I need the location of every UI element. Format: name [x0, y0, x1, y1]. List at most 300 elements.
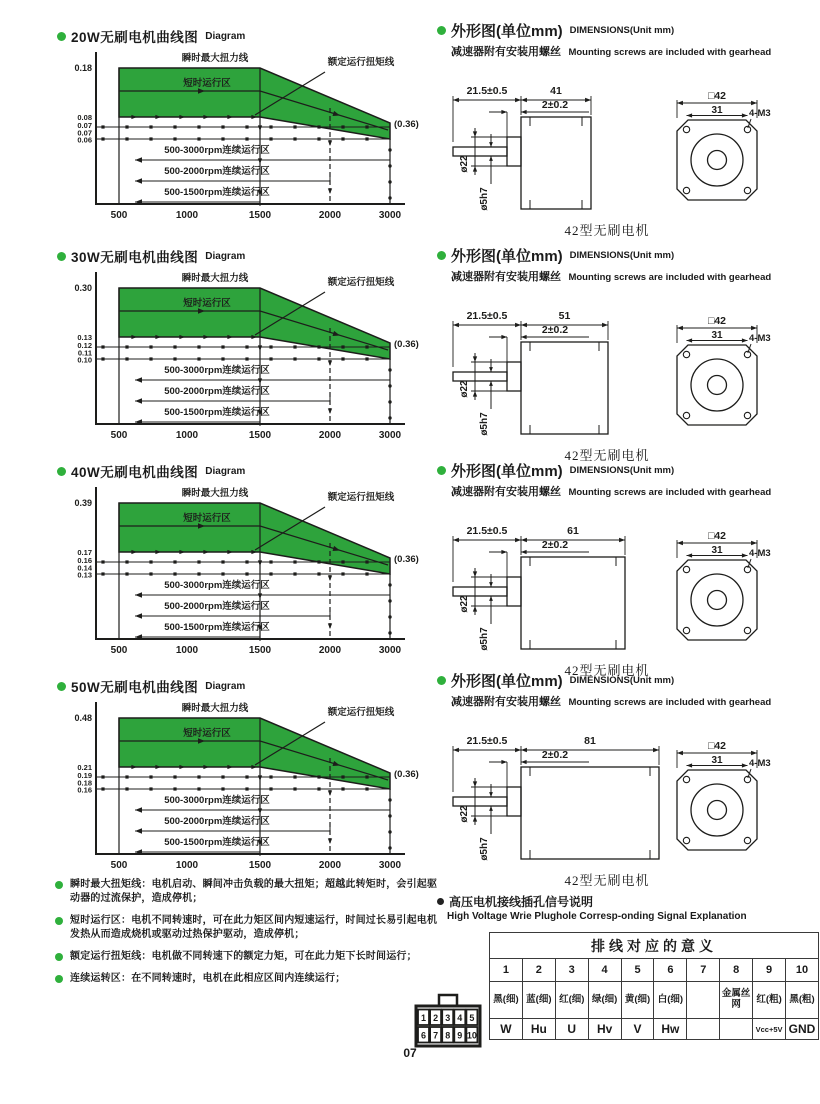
shaft	[453, 587, 507, 596]
mount-hole	[744, 627, 750, 633]
y-tick-label: 0.11	[77, 348, 92, 358]
square-marker	[245, 137, 248, 140]
square-marker	[197, 560, 200, 563]
shaft	[453, 147, 507, 156]
arrow-marker	[328, 188, 332, 194]
dimension-title-cn: 外形图(单位mm)	[451, 463, 563, 480]
dimension-section-4	[437, 670, 815, 889]
black-dot-icon	[437, 898, 444, 905]
square-marker	[365, 572, 368, 575]
signals-cell: Vcc+5V	[753, 1019, 786, 1040]
arrow-marker	[501, 335, 507, 339]
dimension-title-en: DIMENSIONS(Unit mm)	[569, 465, 675, 476]
hole-pitch-label: 31	[711, 545, 723, 556]
arrow-marker	[135, 377, 142, 382]
torque-curve-chart	[57, 481, 435, 661]
dimension-title-cn: 外形图(单位mm)	[451, 673, 563, 690]
pin-number: 6	[420, 1030, 427, 1041]
square-marker	[221, 572, 224, 575]
square-marker	[317, 787, 320, 790]
dot-marker	[388, 384, 391, 387]
signal-table-wrap	[489, 932, 819, 1040]
dot-marker	[388, 615, 391, 618]
square-marker	[245, 345, 248, 348]
note-text: 瞬时最大扭矩线：电机启动、瞬间冲击负载的最大扭矩；超越此转矩时，会引起驱动器的过流保护，造成停机；	[70, 879, 438, 904]
chart-title	[57, 461, 435, 481]
signals-cell	[720, 1019, 753, 1040]
wire-colors-cell: 金属丝网	[720, 982, 753, 1019]
square-marker	[341, 775, 344, 778]
square-marker	[341, 125, 344, 128]
chart-title	[57, 26, 435, 46]
zone-label: 500-1500rpm连续运行区	[164, 407, 270, 418]
square-marker	[125, 572, 128, 575]
total-length-label: 21.5±0.5	[466, 85, 508, 97]
signals-cell: W	[490, 1019, 523, 1040]
arrow-marker	[135, 592, 142, 597]
x-tick-label: 1000	[175, 860, 199, 871]
y-tick-label: 0.16	[77, 556, 92, 565]
square-marker	[173, 357, 176, 360]
zone-label: 500-3000rpm连续运行区	[164, 365, 270, 376]
dimension-subtitle-cn: 减速器附有安装用螺丝	[451, 46, 561, 58]
green-dot-icon	[55, 917, 63, 925]
mount-hole	[683, 837, 689, 843]
rated-torque-label: 额定运行扭矩线	[327, 492, 395, 503]
boss-circle	[691, 359, 743, 411]
square-marker	[101, 357, 104, 360]
square-marker	[125, 787, 128, 790]
pins-cell: 4	[588, 959, 621, 982]
arrow-marker	[751, 326, 757, 331]
wire-colors-cell: 蓝(细)	[522, 982, 555, 1019]
y-tick-label: 0.18	[74, 63, 92, 73]
arrow-marker	[521, 110, 527, 114]
square-marker	[221, 137, 224, 140]
square-marker	[149, 345, 152, 348]
arrow-marker	[489, 156, 493, 161]
pin-number: 5	[469, 1013, 475, 1023]
arrow-marker	[521, 760, 527, 764]
square-marker	[245, 357, 248, 360]
dot-marker	[388, 164, 391, 167]
square-marker	[245, 125, 248, 128]
dimension-drawing	[437, 285, 777, 443]
x-tick-label: 3000	[378, 430, 402, 441]
dimension-subtitle	[451, 42, 815, 60]
pins-cell: 1	[490, 959, 523, 982]
chart-title-en: Diagram	[205, 465, 246, 477]
hole-spec-label: 4-M3	[749, 758, 771, 769]
arrow-marker	[258, 158, 262, 164]
x-tick-label: 1000	[175, 430, 199, 441]
dimension-subtitle-en: Mounting screws are included with gearhead	[568, 47, 772, 58]
mount-hole	[744, 837, 750, 843]
dimension-section-2	[437, 245, 815, 464]
total-length-label: 21.5±0.5	[466, 735, 508, 747]
arrow-marker	[453, 323, 459, 328]
motor-body	[521, 767, 659, 859]
chart-title-en: Diagram	[205, 250, 246, 262]
arrow-marker	[515, 98, 521, 103]
pin-number: 7	[433, 1030, 439, 1041]
zone-label: 500-3000rpm连续运行区	[164, 145, 270, 156]
pilot-boss	[507, 137, 521, 166]
y-tick-label: 0.48	[74, 713, 92, 723]
green-dot-icon	[437, 676, 446, 685]
peak-torque-label: 瞬时最大扭力线	[181, 273, 249, 284]
square-marker	[125, 775, 128, 778]
mount-hole	[683, 412, 689, 418]
boss-circle	[691, 574, 743, 626]
y-tick-label: 0.06	[77, 135, 92, 145]
arrow-marker	[489, 142, 493, 147]
mount-hole	[744, 126, 750, 132]
note-item	[55, 914, 443, 942]
arrow-marker	[258, 345, 262, 351]
pilot-boss	[507, 362, 521, 391]
square-marker	[149, 125, 152, 128]
arrow-marker	[489, 792, 493, 797]
square-marker	[365, 775, 368, 778]
square-marker	[293, 125, 296, 128]
green-dot-icon	[55, 881, 63, 889]
arrow-marker	[258, 378, 262, 384]
dimension-title-en: DIMENSIONS(Unit mm)	[569, 675, 675, 686]
hole-pitch-label: 31	[711, 330, 723, 341]
torque-band	[119, 288, 390, 359]
rated-torque-label: 额定运行扭矩线	[327, 57, 395, 68]
short-zone-label: 短时运行区	[183, 78, 231, 89]
mount-hole	[744, 566, 750, 572]
arrow-marker	[751, 751, 757, 756]
square-marker	[365, 560, 368, 563]
square-marker	[317, 125, 320, 128]
square-marker	[101, 345, 104, 348]
y-tick-label: 0.07	[77, 128, 92, 138]
green-dot-icon	[437, 466, 446, 475]
arrow-marker	[602, 323, 608, 328]
square-marker	[173, 137, 176, 140]
arrow-marker	[489, 582, 493, 587]
square-marker	[197, 345, 200, 348]
square-marker	[245, 572, 248, 575]
square-marker	[101, 137, 104, 140]
note-text: 连续运转区：在不同转速时，电机在此相应区间内连续运行；	[70, 973, 346, 984]
square-marker	[149, 137, 152, 140]
arrow-marker	[135, 157, 142, 162]
pins-cell: 2	[522, 959, 555, 982]
shaft-hole	[708, 151, 727, 170]
square-marker	[293, 560, 296, 563]
arrow-marker	[328, 838, 332, 844]
square-marker	[365, 787, 368, 790]
x-tick-label: 1500	[248, 210, 272, 221]
chart-section-20w	[57, 26, 435, 226]
mount-hole	[683, 187, 689, 193]
zone-label: 500-2000rpm连续运行区	[164, 386, 270, 397]
pin-number: 2	[433, 1013, 439, 1023]
y-tick-label: 0.14	[77, 563, 92, 573]
chart-section-30w	[57, 246, 435, 446]
signals-cell: GND	[786, 1019, 819, 1040]
square-marker	[125, 560, 128, 563]
arrow-marker	[687, 338, 693, 342]
dimension-title	[437, 245, 815, 266]
boss-circle	[691, 134, 743, 186]
boss-length-label: 2±0.2	[541, 99, 569, 111]
drawing-caption: 42型无刷电机	[564, 663, 650, 678]
torque-curve-chart	[57, 266, 435, 446]
arrow-marker	[473, 816, 477, 822]
square-marker	[341, 137, 344, 140]
square-marker	[317, 775, 320, 778]
shaft-hole	[708, 376, 727, 395]
arrow-marker	[328, 575, 332, 581]
chart-title-cn: 40W无刷电机曲线图	[71, 465, 199, 480]
body-length-label: 81	[584, 735, 596, 747]
square-marker	[269, 125, 272, 128]
arrow-marker	[473, 391, 477, 397]
arrow-marker	[515, 323, 521, 328]
note-item	[55, 972, 443, 986]
square-marker	[125, 125, 128, 128]
arrow-marker	[521, 538, 527, 543]
arrow-marker	[258, 775, 262, 781]
boss-diameter-label: ø22	[459, 155, 470, 173]
dimension-subtitle	[451, 692, 815, 710]
x-tick-label: 500	[110, 645, 128, 656]
shaft-diameter-label: ø5h7	[479, 187, 490, 211]
signals-cell: Hw	[654, 1019, 687, 1040]
arrow-marker	[258, 808, 262, 814]
note-item	[55, 950, 443, 964]
square-marker	[245, 560, 248, 563]
dot-marker	[388, 798, 391, 801]
peak-torque-label: 瞬时最大扭力线	[181, 488, 249, 499]
green-dot-icon	[57, 252, 66, 261]
dimension-subtitle	[451, 267, 815, 285]
x-tick-label: 3000	[378, 860, 402, 871]
dimension-subtitle-en: Mounting screws are included with gearhead	[568, 697, 772, 708]
dimension-title-en: DIMENSIONS(Unit mm)	[569, 250, 675, 261]
square-marker	[245, 787, 248, 790]
dot-marker	[388, 368, 391, 371]
green-dot-icon	[57, 682, 66, 691]
x-tick-label: 2000	[318, 860, 342, 871]
square-marker	[221, 125, 224, 128]
square-marker	[365, 357, 368, 360]
x-tick-label: 500	[110, 210, 128, 221]
pins-cell: 3	[555, 959, 588, 982]
square-size-label: □42	[707, 315, 727, 327]
y-tick-label: 0.10	[77, 355, 92, 365]
body-length-label: 61	[567, 525, 579, 537]
square-size-label: □42	[707, 740, 727, 752]
dimension-section-3	[437, 460, 815, 679]
arrow-marker	[751, 541, 757, 546]
square-marker	[125, 345, 128, 348]
mount-hole	[744, 412, 750, 418]
square-marker	[293, 787, 296, 790]
dot-marker	[388, 416, 391, 419]
square-marker	[173, 572, 176, 575]
mount-hole	[683, 776, 689, 782]
zone-label: 500-1500rpm连续运行区	[164, 187, 270, 198]
square-marker	[317, 137, 320, 140]
wire-colors-cell	[687, 982, 720, 1019]
square-marker	[101, 572, 104, 575]
chart-title-cn: 50W无刷电机曲线图	[71, 680, 199, 695]
drawing-caption: 42型无刷电机	[564, 223, 650, 238]
dot-marker	[388, 148, 391, 151]
pin-number: 1	[420, 1013, 427, 1023]
arrow-marker	[515, 748, 521, 753]
arrow-marker	[135, 613, 142, 618]
signal-table	[489, 932, 819, 1040]
chart-title-cn: 20W无刷电机曲线图	[71, 30, 199, 45]
dot-marker	[388, 196, 391, 199]
square-marker	[221, 345, 224, 348]
x-tick-label: 500	[110, 860, 128, 871]
plug-title-en: High Voltage Wrie Plughole Corresp-onding Signal Explanation	[447, 911, 747, 922]
y-tick-label: 0.08	[77, 113, 92, 122]
square-marker	[365, 345, 368, 348]
pins-cell: 9	[753, 959, 786, 982]
arrow-marker	[515, 538, 521, 543]
arrow-marker	[328, 623, 332, 629]
signals-cell: U	[555, 1019, 588, 1040]
square-marker	[173, 560, 176, 563]
arrow-marker	[135, 828, 142, 833]
square-marker	[341, 572, 344, 575]
pins-cell: 7	[687, 959, 720, 982]
dot-marker	[388, 814, 391, 817]
arrow-marker	[328, 140, 332, 146]
torque-band	[119, 503, 390, 574]
square-marker	[317, 572, 320, 575]
zone-label: 500-2000rpm连续运行区	[164, 601, 270, 612]
arrow-marker	[135, 398, 142, 403]
plug-latch	[439, 995, 457, 1006]
square-marker	[293, 137, 296, 140]
plug-title-cn: 高压电机接线插孔信号说明	[449, 895, 594, 909]
y-tick-label: 0.16	[77, 785, 92, 795]
shaft-hole	[708, 801, 727, 820]
dimension-subtitle-cn: 减速器附有安装用螺丝	[451, 486, 561, 498]
square-marker	[293, 775, 296, 778]
square-marker	[245, 775, 248, 778]
square-marker	[317, 345, 320, 348]
dimension-subtitle-cn: 减速器附有安装用螺丝	[451, 271, 561, 283]
arrow-marker	[135, 807, 142, 812]
end-value-label: (0.36)	[394, 769, 419, 780]
arrow-marker	[328, 360, 332, 366]
boss-diameter-label: ø22	[459, 805, 470, 823]
wire-colors-cell: 黑(粗)	[786, 982, 819, 1019]
wire-colors-cell: 红(细)	[555, 982, 588, 1019]
x-tick-label: 1500	[248, 860, 272, 871]
arrow-marker	[453, 748, 459, 753]
square-marker	[317, 560, 320, 563]
zone-label: 500-3000rpm连续运行区	[164, 580, 270, 591]
arrow-marker	[328, 408, 332, 414]
signals-cell: V	[621, 1019, 654, 1040]
arrow-marker	[453, 538, 459, 543]
mount-hole	[683, 126, 689, 132]
mount-hole	[683, 351, 689, 357]
square-marker	[149, 787, 152, 790]
signals-cell: Hu	[522, 1019, 555, 1040]
green-dot-icon	[437, 251, 446, 260]
dimension-title	[437, 460, 815, 481]
notes-list	[55, 878, 443, 994]
dot-marker	[388, 830, 391, 833]
arrow-marker	[751, 101, 757, 106]
square-marker	[269, 572, 272, 575]
square-marker	[269, 357, 272, 360]
square-marker	[197, 775, 200, 778]
dimension-title-en: DIMENSIONS(Unit mm)	[569, 25, 675, 36]
arrow-marker	[473, 131, 477, 137]
shaft-hole	[708, 591, 727, 610]
arrow-marker	[258, 560, 262, 566]
body-length-label: 51	[558, 310, 571, 322]
y-tick-label: 0.12	[77, 341, 92, 350]
note-item	[55, 878, 443, 906]
arrow-marker	[687, 113, 693, 117]
boss-length-label: 2±0.2	[541, 324, 569, 336]
wire-colors-cell: 绿(细)	[588, 982, 621, 1019]
pin-number: 8	[445, 1030, 451, 1041]
square-marker	[341, 345, 344, 348]
square-marker	[317, 357, 320, 360]
signals-cell	[687, 1019, 720, 1040]
x-tick-label: 2000	[318, 430, 342, 441]
square-marker	[197, 137, 200, 140]
square-marker	[221, 787, 224, 790]
arrow-marker	[677, 101, 683, 106]
square-marker	[221, 775, 224, 778]
green-dot-icon	[55, 953, 63, 961]
pin-number: 9	[457, 1030, 463, 1041]
arrow-marker	[489, 596, 493, 601]
chart-section-50w	[57, 676, 435, 876]
square-marker	[197, 787, 200, 790]
arrow-marker	[489, 381, 493, 386]
arrow-marker	[521, 550, 527, 554]
square-marker	[269, 137, 272, 140]
green-dot-icon	[55, 975, 63, 983]
square-marker	[173, 125, 176, 128]
square-marker	[101, 125, 104, 128]
connector-plug-drawing	[413, 990, 483, 1050]
dimension-title-cn: 外形图(单位mm)	[451, 23, 563, 40]
y-tick-label: 0.21	[77, 763, 92, 772]
arrow-marker	[742, 338, 748, 342]
dimension-title-cn: 外形图(单位mm)	[451, 248, 563, 265]
plug-signal-section	[420, 893, 817, 1041]
dot-marker	[388, 400, 391, 403]
x-tick-label: 1500	[248, 645, 272, 656]
shaft-diameter-label: ø5h7	[479, 412, 490, 436]
wire-colors-cell: 黄(细)	[621, 982, 654, 1019]
dimension-subtitle-cn: 减速器附有安装用螺丝	[451, 696, 561, 708]
square-marker	[101, 787, 104, 790]
arrow-marker	[135, 178, 142, 183]
square-marker	[197, 125, 200, 128]
dot-marker	[388, 599, 391, 602]
